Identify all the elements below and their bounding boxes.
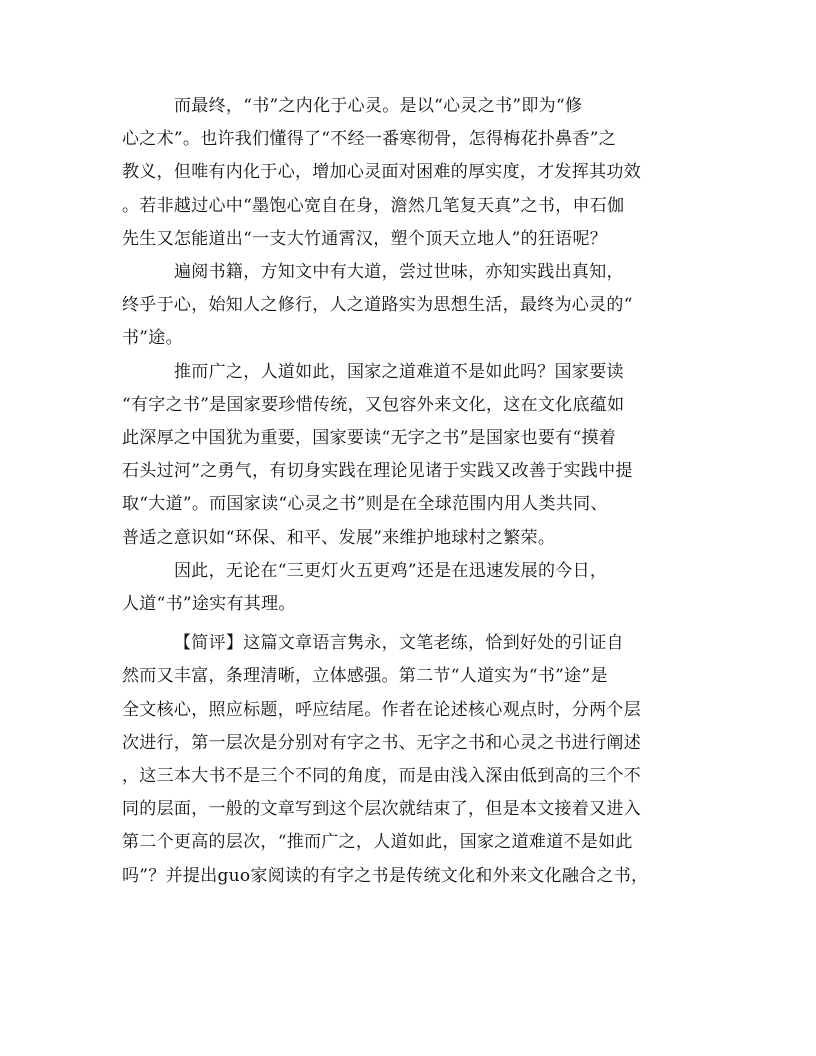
text-line: 教义，但唯有内化于心，增加心灵面对困难的厚实度，才发挥其功效 [122,162,641,183]
text-line: “有字之书”是国家要珍惜传统，又包容外来文化，这在文化底蕴如 [122,394,625,415]
text-line: 而最终，“书”之内化于心灵。是以“心灵之书”即为“修 [174,96,583,116]
text-line: 然而又丰富，条理清晰，立体感强。第二节“人道实为“书”途”是 [122,666,608,687]
text-line: 。若非越过心中“墨饱心宽自在身，澹然几笔复天真”之书，申石伽 [122,195,625,216]
text-line: 先生又怎能道出“一支大竹通霄汉，塑个顶天立地人”的狂语呢？ [122,228,608,249]
text-line: 心之术”。也许我们懂得了“不经一番寒彻骨，怎得梅花扑鼻香”之 [122,129,617,150]
text-line: 【简评】这篇文章语言隽永，文笔老练，恰到好处的引证自 [174,633,624,654]
text-line: 吗”？并提出guo家阅读的有字之书是传统文化和外来文化融合之书， [122,865,649,886]
text-line: 取“大道”。而国家读“心灵之书”则是在全球范围内用人类共同、 [122,494,608,515]
paragraph-3 [122,356,694,555]
text-line: 书”途。 [122,328,183,349]
paragraph-5-commentary [122,627,694,893]
text-line: 此深厚之中国犹为重要，国家要读“无字之书”是国家也要有“摸着 [122,428,617,449]
text-line: 同的层面，一般的文章写到这个层次就结束了，但是本文接着又进入 [122,799,641,820]
text-line: 第二个更高的层次，“推而广之，人道如此，国家之道难道不是如此 [122,832,633,853]
text-line: 终乎于心，始知人之修行，人之道路实为思想生活，最终为心灵的“ [122,295,633,316]
text-line: 遍阅书籍，方知文中有大道，尝过世味，亦知实践出真知， [174,262,624,283]
text-line: ，这三本大书不是三个不同的角度，而是由浅入深由低到高的三个不 [122,766,641,787]
paragraph-4 [122,555,694,621]
text-line: 推而广之，人道如此，国家之道难道不是如此吗？国家要读 [174,361,624,382]
text-line: 次进行，第一层次是分别对有字之书、无字之书和心灵之书进行阐述 [122,732,641,753]
text-line: 全文核心，照应标题，呼应结尾。作者在论述核心观点时，分两个层 [122,699,641,720]
text-line: 石头过河”之勇气，有切身实践在理论见诸于实践又改善于实践中提 [122,461,633,482]
text-line: 因此，无论在“三更灯火五更鸡”还是在迅速发展的今日， [174,560,608,581]
text-line: 普适之意识如“环保、和平、发展”来维护地球村之繁荣。 [122,527,556,548]
document-body [122,90,694,893]
text-line: 人道“书”途实有其理。 [122,594,296,615]
paragraph-1 [122,90,694,256]
paragraph-2 [122,256,694,356]
